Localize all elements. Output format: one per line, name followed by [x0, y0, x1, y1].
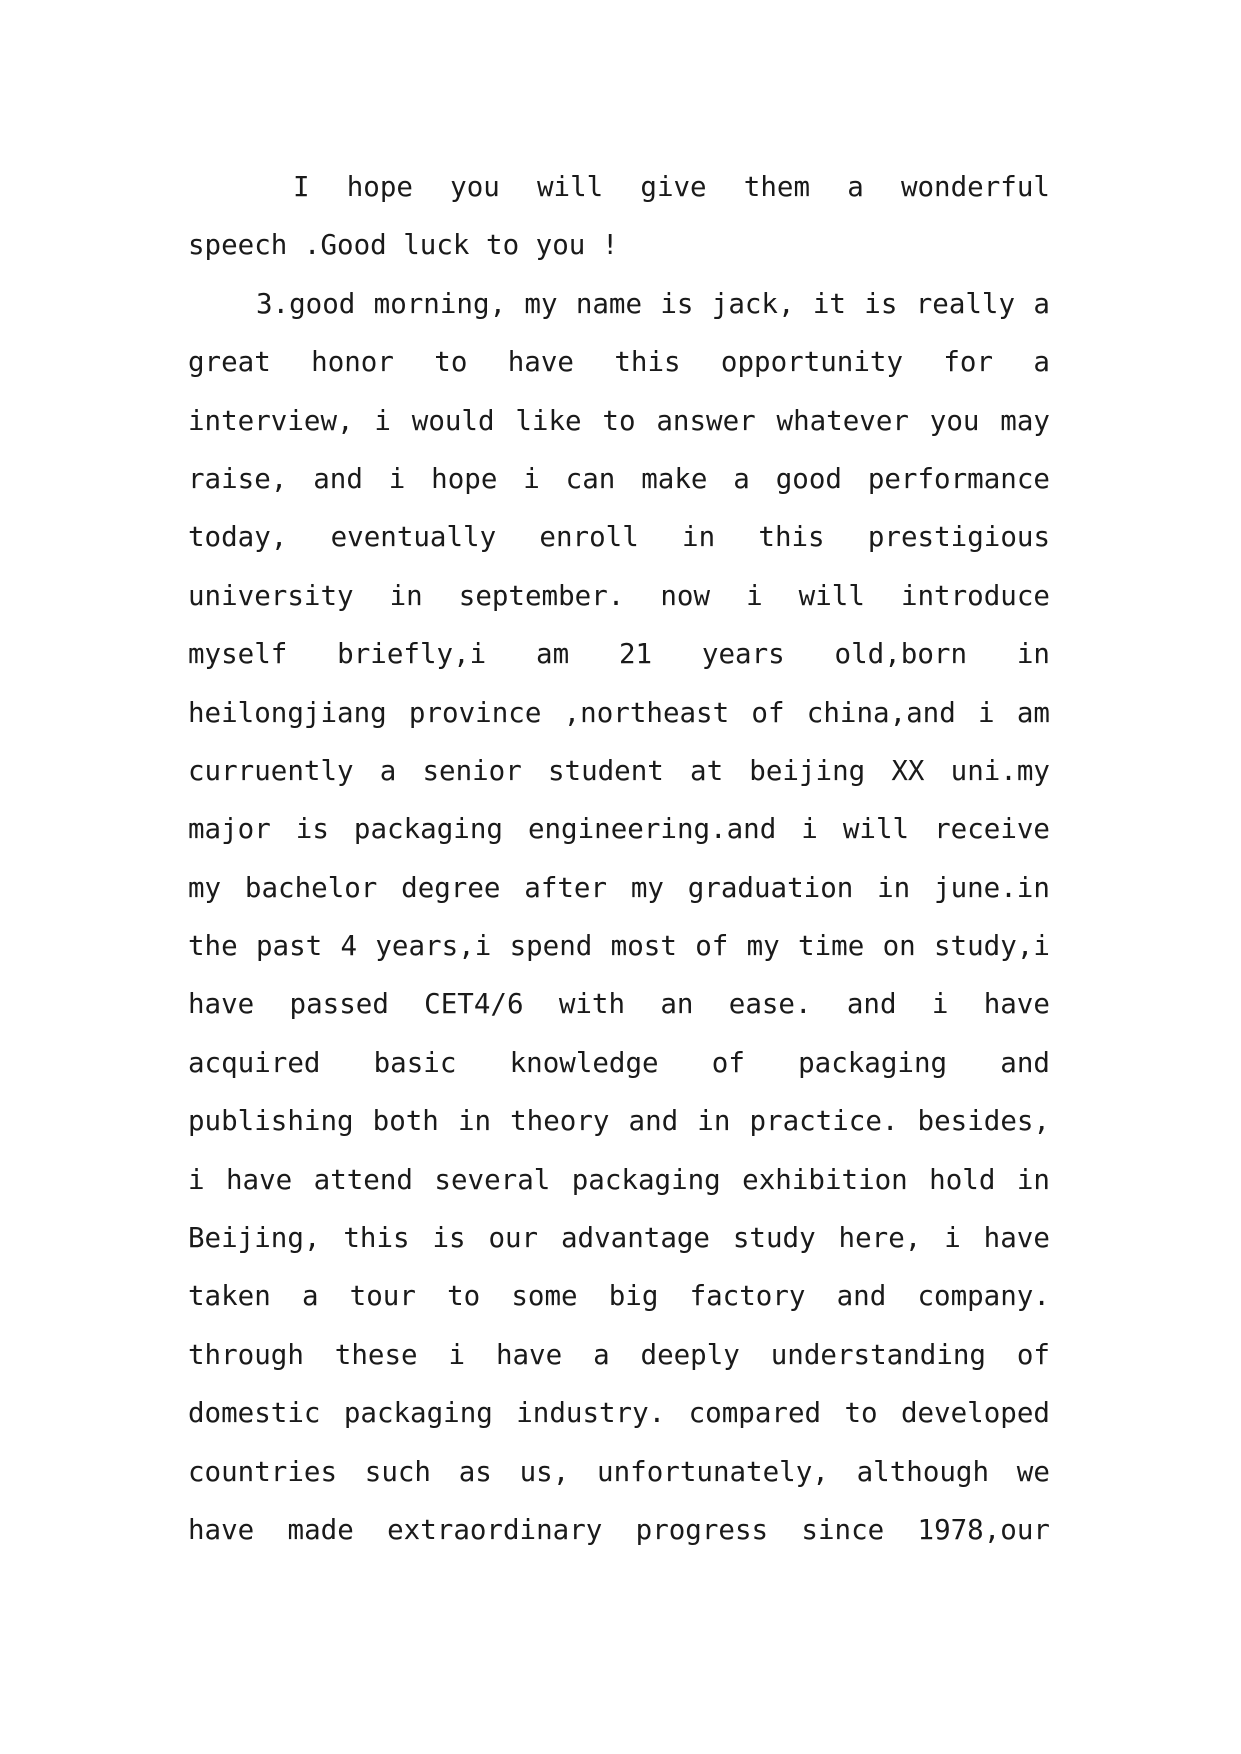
text-line [188, 508, 1050, 566]
word: a [733, 462, 750, 495]
word: basic [373, 1046, 457, 1079]
text-line [188, 975, 1050, 1033]
word: CET4/6 [424, 988, 524, 1021]
word: i [448, 1338, 466, 1371]
word: it [812, 287, 846, 320]
word: and [1000, 1046, 1050, 1079]
text-line [188, 450, 1050, 508]
word: will [798, 579, 865, 612]
word: i [944, 1222, 961, 1255]
text-line [188, 1092, 1050, 1150]
word: on [882, 930, 916, 963]
word: understanding [770, 1338, 986, 1371]
word: of [751, 696, 785, 729]
word: beijing [749, 754, 866, 787]
word: degree [401, 871, 501, 904]
word: with [558, 988, 626, 1021]
word: publishing [188, 1105, 354, 1138]
word: today, [188, 521, 288, 554]
word: domestic [188, 1397, 321, 1430]
word: september. [458, 579, 625, 612]
word: a [379, 754, 397, 787]
word: student [547, 754, 664, 787]
word: of [711, 1046, 745, 1079]
text-line [188, 1034, 1050, 1092]
word: i [801, 813, 818, 846]
word: extraordinary [387, 1513, 603, 1546]
word: years,i [375, 930, 492, 963]
text-line [188, 684, 1050, 742]
text-line [188, 1501, 1050, 1559]
text-line [188, 1326, 1050, 1384]
word: an [660, 988, 694, 1021]
word: and [846, 988, 897, 1021]
word: june.in [934, 871, 1050, 904]
word: have [983, 988, 1050, 1021]
text-line [188, 1209, 1050, 1267]
word: curruently [188, 754, 354, 787]
word: this [614, 346, 681, 379]
word: make [641, 462, 708, 495]
word: to [844, 1397, 878, 1430]
word: have [188, 1513, 255, 1546]
word: to [602, 404, 636, 437]
word: whatever [776, 404, 909, 437]
word: you [450, 171, 500, 203]
word: of [695, 930, 729, 963]
text-line [188, 742, 1050, 800]
word: have [983, 1222, 1050, 1255]
word: although [856, 1455, 990, 1488]
word: may [1000, 404, 1050, 437]
word: prestigious [867, 521, 1050, 554]
word: packaging [798, 1046, 948, 1079]
word: a [301, 1280, 319, 1313]
word: 3.good [256, 287, 356, 320]
word: would [411, 404, 495, 437]
word: heilongjiang [188, 696, 387, 729]
word: university [188, 579, 354, 612]
word: have [225, 1163, 293, 1196]
word: in [1016, 638, 1050, 671]
word: unfortunately, [597, 1455, 829, 1488]
word: myself [188, 638, 288, 671]
word: here, [838, 1222, 922, 1255]
word: have [495, 1338, 563, 1371]
word: of [1016, 1338, 1050, 1371]
word: senior [422, 754, 522, 787]
word: will [842, 813, 910, 846]
word: several [434, 1163, 551, 1196]
word: study [732, 1222, 816, 1255]
word: am [1016, 696, 1050, 729]
word: to [434, 346, 468, 379]
word: knowledge [509, 1046, 659, 1079]
word: engineering.and [527, 813, 777, 846]
word: my [746, 930, 780, 963]
word: i [931, 988, 949, 1021]
word: our [488, 1222, 539, 1255]
word: in [457, 1105, 492, 1138]
word: province [408, 696, 542, 729]
text-line: speech .Good luck to you ! [188, 229, 619, 262]
text-line [188, 567, 1050, 625]
word: china,and [806, 696, 956, 729]
word: a [1033, 287, 1050, 320]
word: taken [188, 1280, 271, 1313]
word: wonderful [900, 171, 1050, 203]
word: us, [519, 1455, 570, 1488]
word: performance [867, 462, 1050, 495]
word: have [507, 346, 574, 379]
word: hope [431, 462, 498, 495]
document-body [188, 158, 1050, 1559]
text-line [188, 275, 1050, 333]
word: great [188, 346, 271, 379]
word: briefly,i [337, 638, 487, 671]
word: i [523, 462, 540, 495]
word: 4 [340, 930, 358, 963]
word: acquired [188, 1046, 321, 1079]
word: 21 [618, 638, 653, 671]
word: past [255, 930, 323, 963]
text-line [188, 158, 1050, 216]
word: major [188, 813, 271, 846]
word: in [682, 521, 716, 554]
word: will [536, 171, 604, 203]
word: years [701, 638, 785, 671]
word: packaging [343, 1397, 493, 1430]
word: and [836, 1280, 887, 1313]
word: time [798, 930, 865, 963]
word: progress [635, 1513, 769, 1546]
word: this [758, 521, 825, 554]
word: for [943, 346, 994, 379]
word: made [287, 1513, 354, 1546]
word: a [1033, 346, 1050, 379]
word: the [188, 930, 238, 963]
word: receive [934, 813, 1050, 846]
word: company. [917, 1280, 1050, 1313]
word: is [660, 287, 694, 320]
text-line [188, 917, 1050, 975]
word: attend [313, 1163, 413, 1196]
word: i [374, 404, 391, 437]
word: can [565, 462, 616, 495]
text-line [188, 1384, 1050, 1442]
word: my [188, 871, 222, 904]
word: like [515, 404, 582, 437]
word: uni.my [950, 754, 1050, 787]
word: name [575, 287, 643, 320]
word: passed [289, 988, 389, 1021]
word: deeply [640, 1338, 740, 1371]
word: this [343, 1222, 410, 1255]
word: interview, [188, 404, 354, 437]
word: to [447, 1280, 481, 1313]
word: advantage [560, 1222, 710, 1255]
word: in [389, 579, 423, 612]
word: them [743, 171, 811, 203]
word: raise, [188, 462, 288, 495]
word: is [864, 287, 898, 320]
word: I [293, 171, 310, 203]
word: jack, [711, 287, 795, 320]
word: a [593, 1338, 610, 1371]
word: theory [510, 1105, 610, 1138]
word: developed [900, 1397, 1050, 1430]
word: graduation [687, 871, 854, 904]
text-line [188, 800, 1050, 858]
word: both [372, 1105, 439, 1138]
word: ease. [728, 988, 812, 1021]
word: and [628, 1105, 679, 1138]
word: honor [311, 346, 394, 379]
word: i [188, 1163, 205, 1196]
word: after [524, 871, 608, 904]
word: besides, [917, 1105, 1050, 1138]
word: hope [346, 171, 413, 203]
text-line [188, 333, 1050, 391]
word: eventually [330, 521, 497, 554]
word: now [660, 579, 711, 612]
word: really [915, 287, 1016, 320]
word: countries [188, 1455, 338, 1488]
word: spend [509, 930, 593, 963]
word: is [432, 1222, 466, 1255]
word: factory [689, 1280, 806, 1313]
word: old,born [834, 638, 967, 671]
word: i [978, 696, 995, 729]
word: give [640, 171, 707, 203]
word: at [690, 754, 724, 787]
text-line [188, 625, 1050, 683]
word: opportunity [720, 346, 904, 379]
word: industry. [516, 1397, 666, 1430]
word: such [364, 1455, 431, 1488]
text-line [188, 1443, 1050, 1501]
word: big [608, 1280, 659, 1313]
word: in [1016, 1163, 1050, 1196]
word: 1978,our [917, 1513, 1050, 1546]
text-line [188, 1151, 1050, 1209]
word: a [847, 171, 864, 203]
word: is [295, 813, 329, 846]
word: some [511, 1280, 578, 1313]
word: as [458, 1455, 492, 1488]
word: hold [929, 1163, 996, 1196]
word: exhibition [742, 1163, 908, 1196]
word: practice. [749, 1105, 899, 1138]
word: most [610, 930, 677, 963]
text-line [188, 1267, 1050, 1325]
word: packaging [353, 813, 503, 846]
word: answer [656, 404, 756, 437]
word: since [801, 1513, 885, 1546]
text-line [188, 859, 1050, 917]
word: compared [688, 1397, 822, 1430]
word: in [877, 871, 911, 904]
word: am [536, 638, 570, 671]
word: i [388, 462, 406, 495]
word: ,northeast [563, 696, 730, 729]
text-line [188, 392, 1050, 450]
word: we [1016, 1455, 1050, 1488]
word: enroll [539, 521, 639, 554]
word: morning, [373, 287, 507, 320]
word: XX [891, 754, 925, 787]
word: have [188, 988, 255, 1021]
word: my [630, 871, 664, 904]
word: packaging [571, 1163, 721, 1196]
word: i [746, 579, 763, 612]
word: good [775, 462, 842, 495]
word: you [929, 404, 980, 437]
word: introduce [900, 579, 1050, 612]
word: my [524, 287, 558, 320]
word: these [334, 1338, 418, 1371]
word: in [697, 1105, 731, 1138]
word: tour [349, 1280, 416, 1313]
word: through [188, 1338, 304, 1371]
word: and [313, 462, 363, 495]
word: study,i [933, 930, 1050, 963]
word: bachelor [244, 871, 378, 904]
word: Beijing, [188, 1222, 321, 1255]
